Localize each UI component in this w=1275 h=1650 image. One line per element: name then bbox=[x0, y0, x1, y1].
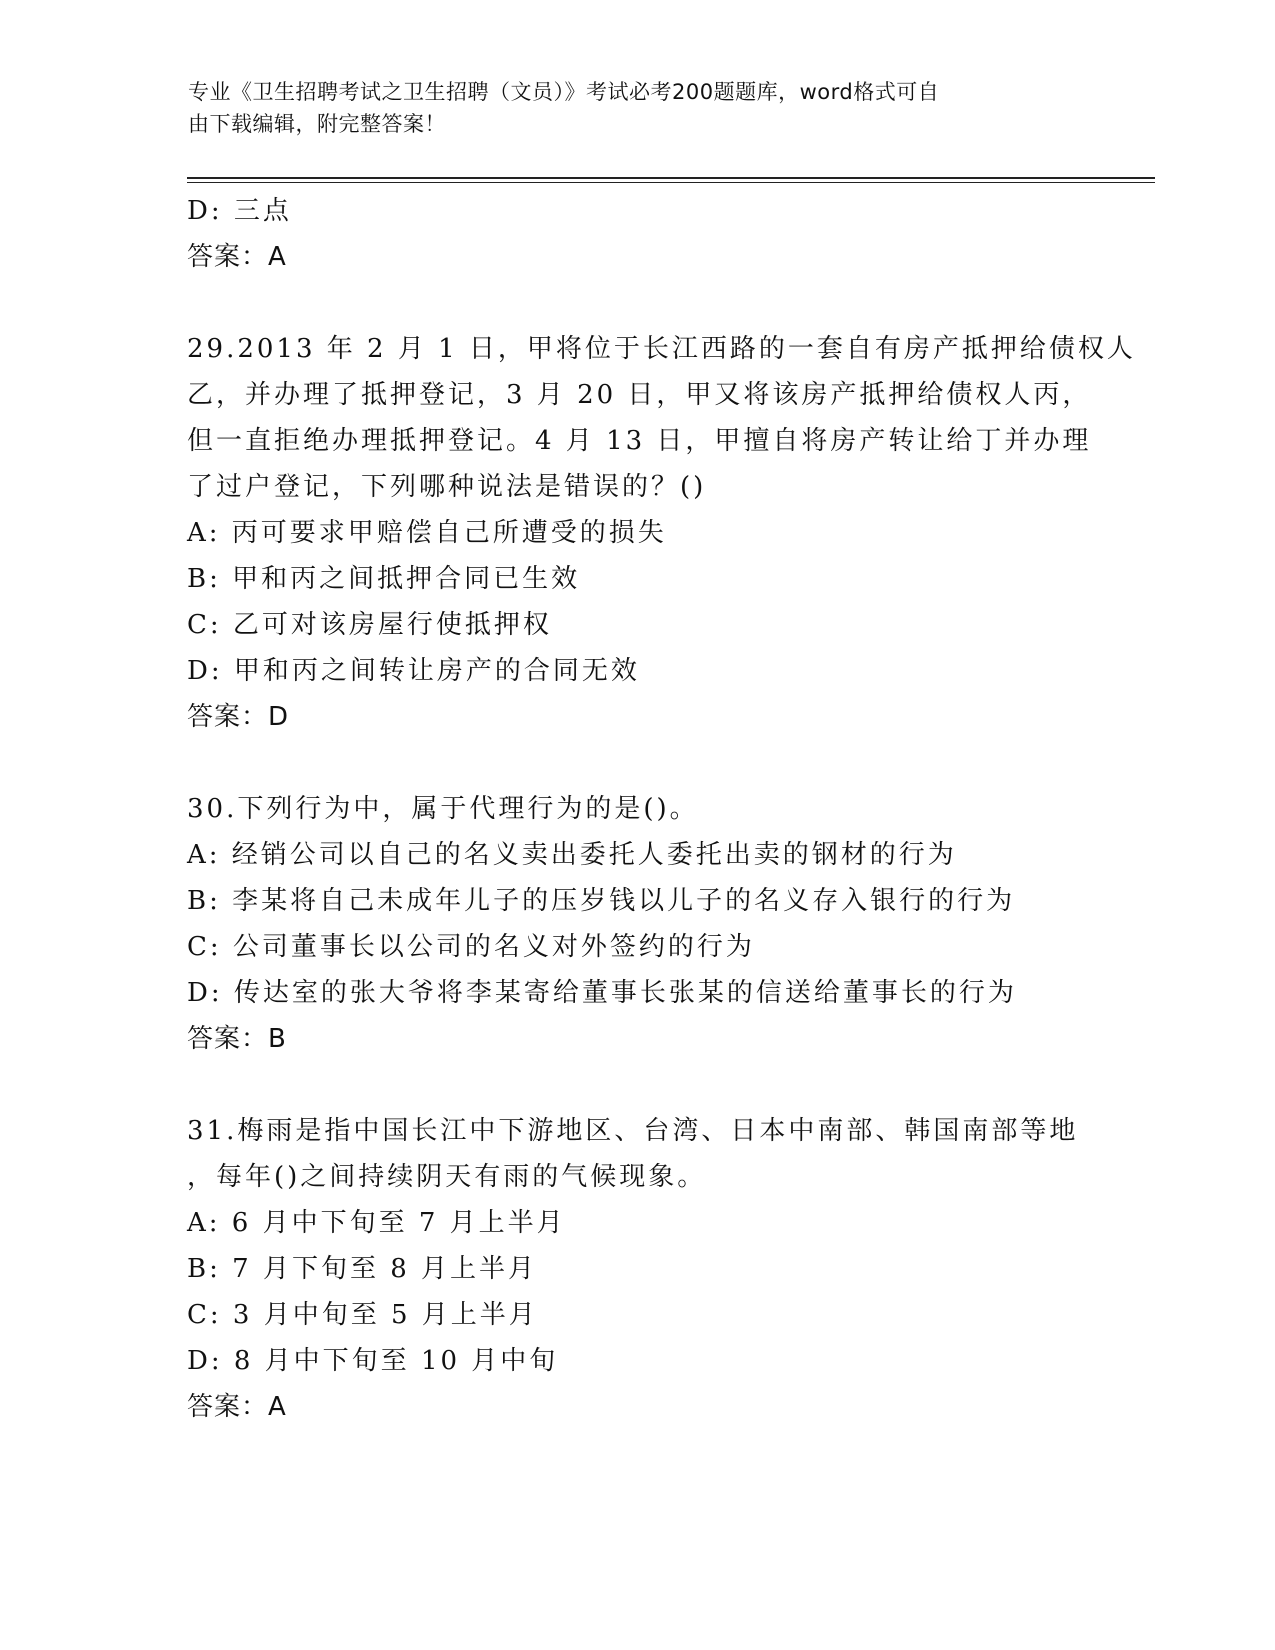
option-d: D: 传达室的张大爷将李某寄给董事长张某的信送给董事长的行为 bbox=[187, 978, 1017, 1008]
question-30 bbox=[187, 786, 1087, 1062]
option-c: C: 乙可对该房屋行使抵押权 bbox=[187, 610, 552, 640]
question-stem-line: 了过户登记，下列哪种说法是错误的？() bbox=[187, 472, 707, 502]
option-b: B: 7 月下旬至 8 月上半月 bbox=[187, 1254, 538, 1284]
answer-line: 答案：A bbox=[187, 242, 287, 272]
answer-line: 答案：B bbox=[187, 1024, 287, 1054]
option-a: A: 丙可要求甲赔偿自己所遭受的损失 bbox=[187, 518, 667, 548]
question-31 bbox=[187, 1108, 1087, 1430]
option-b: B: 甲和丙之间抵押合同已生效 bbox=[187, 564, 581, 594]
question-stem-line: 但一直拒绝办理抵押登记。4 月 13 日，甲擅自将房产转让给丁并办理 bbox=[187, 426, 1092, 456]
option-c: C: 3 月中旬至 5 月上半月 bbox=[187, 1300, 538, 1330]
spacer bbox=[187, 1062, 1087, 1108]
question-list bbox=[187, 188, 1136, 1430]
header-rule-thick bbox=[187, 177, 1155, 179]
question-stem-line: 29.2013 年 2 月 1 日，甲将位于长江西路的一套自有房产抵押给债权人 bbox=[187, 334, 1136, 364]
header-rule-thin bbox=[187, 182, 1155, 183]
option-b: B: 李某将自己未成年儿子的压岁钱以儿子的名义存入银行的行为 bbox=[187, 886, 1016, 916]
question-stem-line: 乙，并办理了抵押登记，3 月 20 日，甲又将该房产抵押给债权人丙， bbox=[187, 380, 1092, 410]
question-stem-line: 31.梅雨是指中国长江中下游地区、台湾、日本中南部、韩国南部等地 bbox=[187, 1116, 1079, 1146]
option-d: D: 三点 bbox=[187, 196, 292, 226]
option-c: C: 公司董事长以公司的名义对外签约的行为 bbox=[187, 932, 755, 962]
header-line: 由下载编辑，附完整答案！ bbox=[188, 112, 446, 136]
question-29 bbox=[187, 326, 1136, 740]
option-a: A: 经销公司以自己的名义卖出委托人委托出卖的钢材的行为 bbox=[187, 840, 957, 870]
spacer bbox=[187, 740, 1087, 786]
header-line: 专业《卫生招聘考试之卫生招聘（文员）》考试必考200题题库，word格式可自 bbox=[188, 80, 940, 104]
document-header bbox=[188, 76, 1068, 140]
option-d: D: 8 月中下旬至 10 月中旬 bbox=[187, 1346, 559, 1376]
answer-line: 答案：D bbox=[187, 702, 290, 732]
option-d: D: 甲和丙之间转让房产的合同无效 bbox=[187, 656, 640, 686]
spacer bbox=[187, 280, 1087, 326]
question-stem-line: 30.下列行为中，属于代理行为的是()。 bbox=[187, 794, 699, 824]
answer-line: 答案：A bbox=[187, 1392, 287, 1422]
question-stem-line: ，每年()之间持续阴天有雨的气候现象。 bbox=[187, 1162, 707, 1192]
option-a: A: 6 月中下旬至 7 月上半月 bbox=[187, 1208, 566, 1238]
